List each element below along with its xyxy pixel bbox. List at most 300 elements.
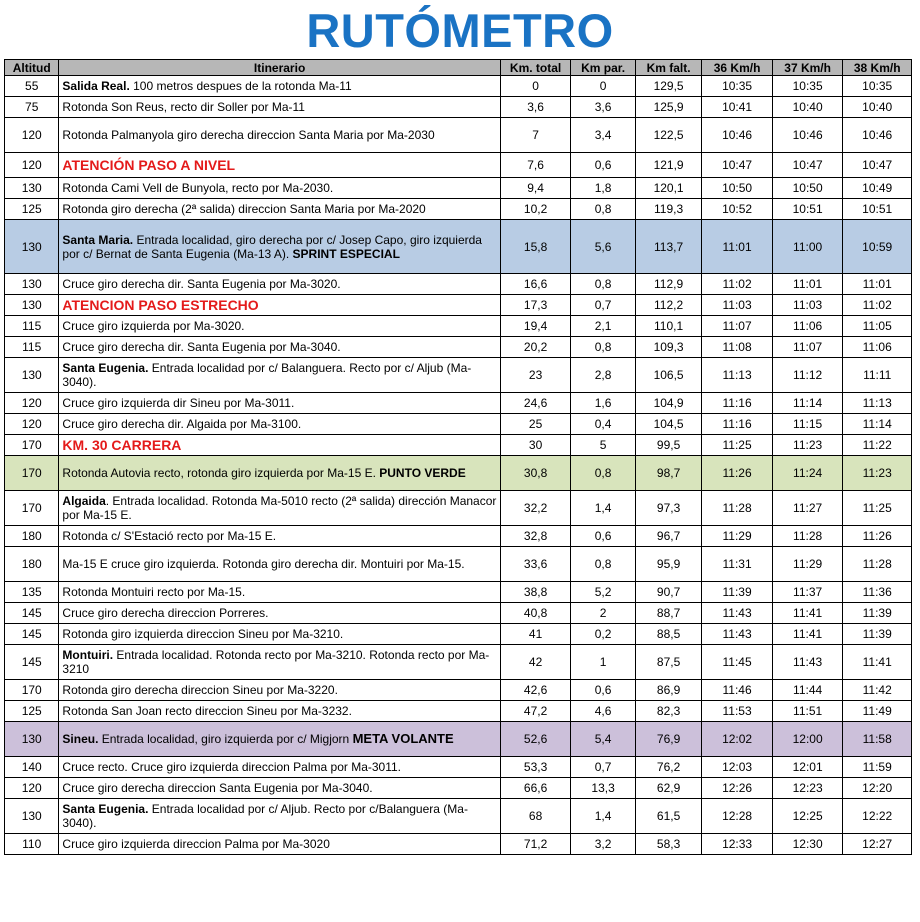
cell-km-total: 30,8	[500, 456, 571, 491]
cell-time-36: 11:26	[702, 456, 773, 491]
cell-km-falt: 82,3	[635, 701, 702, 722]
cell-km-par: 0,8	[571, 547, 635, 582]
cell-km-par: 2,1	[571, 316, 635, 337]
cell-time-38: 10:46	[843, 118, 912, 153]
cell-km-total: 41	[500, 624, 571, 645]
cell-km-par: 0,6	[571, 153, 635, 178]
cell-time-36: 12:33	[702, 834, 773, 855]
cell-time-36: 10:46	[702, 118, 773, 153]
cell-km-par: 0,8	[571, 199, 635, 220]
cell-km-falt: 104,9	[635, 393, 702, 414]
cell-time-36: 11:03	[702, 295, 773, 316]
cell-altitud: 145	[5, 624, 59, 645]
itinerario-text: Entrada localidad, giro derecha por c/ Josep Capo, giro izquierda por c/ Bernat de Santa Eugenia (Ma-13 A).	[62, 232, 482, 261]
table-row	[5, 118, 912, 153]
table-row	[5, 680, 912, 701]
cell-km-total: 42	[500, 645, 571, 680]
itinerario-text: Cruce giro derecha dir. Santa Eugenia por Ma-3020.	[62, 277, 341, 291]
cell-altitud: 180	[5, 547, 59, 582]
itinerario-text: Cruce giro derecha direccion Santa Eugenia por Ma-3040.	[62, 781, 373, 795]
cell-time-37: 11:00	[772, 220, 843, 274]
cell-time-38: 11:05	[843, 316, 912, 337]
cell-time-36: 11:02	[702, 274, 773, 295]
cell-itinerario	[59, 491, 500, 526]
cell-time-38: 11:42	[843, 680, 912, 701]
cell-time-37: 11:06	[772, 316, 843, 337]
cell-time-36: 10:50	[702, 178, 773, 199]
cell-km-falt: 88,7	[635, 603, 702, 624]
cell-itinerario	[59, 456, 500, 491]
cell-time-36: 11:39	[702, 582, 773, 603]
itinerario-text: Rotonda Autovia recto, rotonda giro izquierda por Ma-15 E.	[62, 466, 380, 480]
cell-km-par: 5,6	[571, 220, 635, 274]
cell-itinerario	[59, 526, 500, 547]
itinerario-highlight: META VOLANTE	[352, 731, 454, 746]
col-header-km-falt: Km falt.	[635, 60, 702, 76]
table-row	[5, 220, 912, 274]
cell-km-total: 53,3	[500, 757, 571, 778]
itinerario-text: Cruce giro derecha dir. Algaida por Ma-3100.	[62, 417, 302, 431]
cell-time-37: 10:40	[772, 97, 843, 118]
cell-itinerario	[59, 547, 500, 582]
rutometro-table	[4, 59, 912, 855]
cell-time-37: 12:23	[772, 778, 843, 799]
cell-altitud: 120	[5, 118, 59, 153]
cell-time-36: 11:16	[702, 393, 773, 414]
cell-itinerario	[59, 414, 500, 435]
table-row	[5, 491, 912, 526]
cell-altitud: 130	[5, 358, 59, 393]
cell-time-37: 11:41	[772, 624, 843, 645]
cell-km-par: 3,6	[571, 97, 635, 118]
itinerario-text: Cruce giro izquierda dir Sineu por Ma-3011.	[62, 396, 295, 410]
cell-altitud: 145	[5, 603, 59, 624]
col-header-itinerario: Itinerario	[59, 60, 500, 76]
cell-altitud: 180	[5, 526, 59, 547]
cell-time-38: 11:36	[843, 582, 912, 603]
itinerario-text: Rotonda Son Reus, recto dir Soller por Ma-11	[62, 100, 305, 114]
cell-itinerario	[59, 118, 500, 153]
cell-time-38: 12:20	[843, 778, 912, 799]
cell-km-falt: 62,9	[635, 778, 702, 799]
cell-itinerario	[59, 153, 500, 178]
cell-time-37: 10:50	[772, 178, 843, 199]
cell-time-38: 11:41	[843, 645, 912, 680]
cell-km-total: 30	[500, 435, 571, 456]
cell-time-37: 11:12	[772, 358, 843, 393]
cell-km-falt: 122,5	[635, 118, 702, 153]
itinerario-warning: ATENCION PASO ESTRECHO	[62, 296, 259, 313]
cell-km-falt: 97,3	[635, 491, 702, 526]
cell-altitud: 110	[5, 834, 59, 855]
cell-time-37: 12:25	[772, 799, 843, 834]
cell-altitud: 55	[5, 76, 59, 97]
table-row	[5, 76, 912, 97]
cell-itinerario	[59, 337, 500, 358]
itinerario-text: . Entrada localidad. Rotonda Ma-5010 recto (2ª salida) dirección Manacor por Ma-15 E.	[62, 494, 497, 522]
cell-time-37: 11:15	[772, 414, 843, 435]
itinerario-text: Rotonda San Joan recto direccion Sineu por Ma-3232.	[62, 704, 352, 718]
cell-time-36: 11:29	[702, 526, 773, 547]
cell-altitud: 135	[5, 582, 59, 603]
cell-km-falt: 109,3	[635, 337, 702, 358]
cell-time-37: 11:27	[772, 491, 843, 526]
cell-time-38: 11:02	[843, 295, 912, 316]
cell-time-36: 10:35	[702, 76, 773, 97]
col-header-36kmh: 36 Km/h	[702, 60, 773, 76]
itinerario-place: Santa Eugenia.	[62, 802, 149, 816]
cell-time-38: 11:01	[843, 274, 912, 295]
cell-km-total: 10,2	[500, 199, 571, 220]
itinerario-text: Entrada localidad. Rotonda recto por Ma-3210. Rotonda recto por Ma-3210	[62, 648, 490, 676]
table-row	[5, 799, 912, 834]
cell-time-38: 11:11	[843, 358, 912, 393]
cell-km-par: 0,8	[571, 456, 635, 491]
cell-time-36: 11:53	[702, 701, 773, 722]
cell-time-37: 11:43	[772, 645, 843, 680]
cell-time-37: 11:28	[772, 526, 843, 547]
cell-km-total: 15,8	[500, 220, 571, 274]
col-header-37kmh: 37 Km/h	[772, 60, 843, 76]
cell-km-par: 1,4	[571, 799, 635, 834]
cell-itinerario	[59, 316, 500, 337]
cell-time-38: 11:28	[843, 547, 912, 582]
cell-time-38: 10:59	[843, 220, 912, 274]
cell-time-37: 11:41	[772, 603, 843, 624]
cell-km-falt: 58,3	[635, 834, 702, 855]
cell-time-38: 10:49	[843, 178, 912, 199]
cell-km-par: 0,8	[571, 274, 635, 295]
cell-km-par: 3,4	[571, 118, 635, 153]
cell-itinerario	[59, 97, 500, 118]
cell-km-falt: 112,9	[635, 274, 702, 295]
cell-time-36: 10:52	[702, 199, 773, 220]
cell-time-37: 11:44	[772, 680, 843, 701]
cell-itinerario	[59, 435, 500, 456]
cell-time-37: 11:29	[772, 547, 843, 582]
cell-itinerario	[59, 393, 500, 414]
itinerario-text: Rotonda giro derecha direccion Sineu por Ma-3220.	[62, 683, 338, 697]
itinerario-text: Cruce giro izquierda por Ma-3020.	[62, 319, 245, 333]
cell-altitud: 170	[5, 680, 59, 701]
cell-itinerario	[59, 799, 500, 834]
cell-time-36: 11:43	[702, 603, 773, 624]
cell-km-falt: 96,7	[635, 526, 702, 547]
cell-time-36: 11:07	[702, 316, 773, 337]
table-row	[5, 316, 912, 337]
table-row	[5, 645, 912, 680]
cell-time-36: 10:41	[702, 97, 773, 118]
cell-km-falt: 90,7	[635, 582, 702, 603]
itinerario-highlight: SPRINT ESPECIAL	[292, 246, 400, 261]
cell-km-falt: 95,9	[635, 547, 702, 582]
cell-time-38: 11:39	[843, 624, 912, 645]
itinerario-text: Rotonda giro derecha (2ª salida) direccion Santa Maria por Ma-2020	[62, 202, 426, 216]
cell-time-38: 11:13	[843, 393, 912, 414]
cell-km-par: 0	[571, 76, 635, 97]
table-row	[5, 153, 912, 178]
cell-itinerario	[59, 295, 500, 316]
cell-km-par: 0,2	[571, 624, 635, 645]
cell-itinerario	[59, 76, 500, 97]
cell-km-par: 0,7	[571, 757, 635, 778]
itinerario-text: Rotonda Montuiri recto por Ma-15.	[62, 585, 246, 599]
table-row	[5, 393, 912, 414]
cell-km-total: 68	[500, 799, 571, 834]
col-header-km-total: Km. total	[500, 60, 571, 76]
cell-km-falt: 86,9	[635, 680, 702, 701]
col-header-km-par: Km par.	[571, 60, 635, 76]
table-row	[5, 178, 912, 199]
cell-itinerario	[59, 358, 500, 393]
table-row	[5, 722, 912, 757]
cell-km-falt: 112,2	[635, 295, 702, 316]
itinerario-text: Rotonda Cami Vell de Bunyola, recto por Ma-2030.	[62, 181, 334, 195]
header-row	[5, 60, 912, 76]
cell-km-falt: 113,7	[635, 220, 702, 274]
itinerario-warning: KM. 30 CARRERA	[62, 436, 182, 453]
cell-itinerario	[59, 274, 500, 295]
cell-altitud: 120	[5, 393, 59, 414]
cell-altitud: 140	[5, 757, 59, 778]
cell-itinerario	[59, 624, 500, 645]
cell-time-36: 11:45	[702, 645, 773, 680]
itinerario-text: Entrada localidad por c/ Balanguera. Recto por c/ Aljub (Ma-3040).	[62, 361, 472, 389]
itinerario-text: Entrada localidad, giro izquierda por c/ Migjorn	[98, 732, 353, 746]
cell-time-37: 12:01	[772, 757, 843, 778]
cell-time-37: 10:51	[772, 199, 843, 220]
cell-altitud: 120	[5, 414, 59, 435]
table-row	[5, 526, 912, 547]
cell-time-36: 12:03	[702, 757, 773, 778]
cell-time-37: 11:51	[772, 701, 843, 722]
cell-altitud: 120	[5, 153, 59, 178]
cell-km-total: 66,6	[500, 778, 571, 799]
cell-time-38: 11:59	[843, 757, 912, 778]
table-row	[5, 295, 912, 316]
cell-km-total: 47,2	[500, 701, 571, 722]
cell-km-total: 33,6	[500, 547, 571, 582]
table-row	[5, 337, 912, 358]
cell-km-falt: 106,5	[635, 358, 702, 393]
cell-time-38: 10:35	[843, 76, 912, 97]
table-row	[5, 199, 912, 220]
cell-time-36: 10:47	[702, 153, 773, 178]
itinerario-place: Salida Real.	[62, 79, 130, 93]
cell-km-total: 7,6	[500, 153, 571, 178]
cell-km-falt: 120,1	[635, 178, 702, 199]
cell-time-37: 10:46	[772, 118, 843, 153]
cell-km-falt: 61,5	[635, 799, 702, 834]
cell-time-36: 11:31	[702, 547, 773, 582]
cell-km-falt: 76,9	[635, 722, 702, 757]
cell-time-38: 12:22	[843, 799, 912, 834]
cell-altitud: 75	[5, 97, 59, 118]
cell-time-37: 11:01	[772, 274, 843, 295]
cell-time-37: 12:00	[772, 722, 843, 757]
cell-km-falt: 88,5	[635, 624, 702, 645]
table-row	[5, 603, 912, 624]
cell-time-36: 11:16	[702, 414, 773, 435]
cell-km-total: 32,2	[500, 491, 571, 526]
table-row	[5, 582, 912, 603]
cell-itinerario	[59, 680, 500, 701]
cell-itinerario	[59, 757, 500, 778]
cell-km-par: 3,2	[571, 834, 635, 855]
cell-km-falt: 125,9	[635, 97, 702, 118]
cell-time-38: 11:23	[843, 456, 912, 491]
cell-time-37: 11:23	[772, 435, 843, 456]
cell-time-36: 11:25	[702, 435, 773, 456]
cell-time-36: 11:46	[702, 680, 773, 701]
cell-time-37: 11:24	[772, 456, 843, 491]
itinerario-warning: ATENCIÓN PASO A NIVEL	[62, 156, 236, 173]
table-row	[5, 97, 912, 118]
cell-km-par: 1	[571, 645, 635, 680]
cell-km-total: 24,6	[500, 393, 571, 414]
table-row	[5, 778, 912, 799]
cell-itinerario	[59, 722, 500, 757]
itinerario-place: Santa Eugenia.	[62, 361, 149, 375]
cell-km-total: 52,6	[500, 722, 571, 757]
cell-km-par: 4,6	[571, 701, 635, 722]
cell-altitud: 125	[5, 701, 59, 722]
cell-km-par: 0,6	[571, 526, 635, 547]
cell-itinerario	[59, 645, 500, 680]
cell-km-falt: 119,3	[635, 199, 702, 220]
cell-altitud: 130	[5, 799, 59, 834]
cell-time-36: 11:28	[702, 491, 773, 526]
table-row	[5, 358, 912, 393]
cell-time-38: 10:51	[843, 199, 912, 220]
cell-altitud: 170	[5, 491, 59, 526]
cell-time-38: 11:14	[843, 414, 912, 435]
cell-km-par: 2	[571, 603, 635, 624]
cell-time-38: 11:22	[843, 435, 912, 456]
cell-altitud: 130	[5, 178, 59, 199]
cell-km-falt: 104,5	[635, 414, 702, 435]
cell-km-total: 19,4	[500, 316, 571, 337]
cell-km-total: 0	[500, 76, 571, 97]
cell-km-total: 16,6	[500, 274, 571, 295]
cell-time-36: 12:28	[702, 799, 773, 834]
itinerario-text: Entrada localidad por c/ Aljub. Recto por c/Balanguera (Ma-3040).	[62, 802, 468, 830]
cell-km-par: 1,4	[571, 491, 635, 526]
cell-itinerario	[59, 778, 500, 799]
itinerario-text: Ma-15 E cruce giro izquierda. Rotonda giro derecha dir. Montuiri por Ma-15.	[62, 557, 465, 571]
cell-itinerario	[59, 701, 500, 722]
cell-altitud: 170	[5, 435, 59, 456]
cell-time-36: 12:02	[702, 722, 773, 757]
cell-altitud: 130	[5, 722, 59, 757]
itinerario-place: Algaida	[62, 494, 106, 508]
table-row	[5, 456, 912, 491]
cell-km-total: 23	[500, 358, 571, 393]
cell-km-par: 1,6	[571, 393, 635, 414]
col-header-altitud: Altitud	[5, 60, 59, 76]
cell-time-37: 11:03	[772, 295, 843, 316]
itinerario-text: Rotonda Palmanyola giro derecha direccion Santa Maria por Ma-2030	[62, 128, 435, 142]
cell-km-par: 0,7	[571, 295, 635, 316]
cell-km-falt: 99,5	[635, 435, 702, 456]
cell-km-par: 13,3	[571, 778, 635, 799]
cell-time-38: 10:40	[843, 97, 912, 118]
cell-time-38: 11:06	[843, 337, 912, 358]
itinerario-place: Santa Maria.	[62, 232, 134, 247]
cell-time-38: 10:47	[843, 153, 912, 178]
cell-km-falt: 98,7	[635, 456, 702, 491]
cell-km-par: 2,8	[571, 358, 635, 393]
cell-altitud: 170	[5, 456, 59, 491]
cell-time-36: 11:08	[702, 337, 773, 358]
itinerario-text: Rotonda giro izquierda direccion Sineu por Ma-3210.	[62, 627, 344, 641]
cell-time-38: 11:58	[843, 722, 912, 757]
cell-time-37: 11:07	[772, 337, 843, 358]
cell-time-36: 12:26	[702, 778, 773, 799]
cell-km-total: 20,2	[500, 337, 571, 358]
itinerario-text: Rotonda c/ S'Estació recto por Ma-15 E.	[62, 529, 277, 543]
cell-time-36: 11:13	[702, 358, 773, 393]
table-row	[5, 274, 912, 295]
cell-time-38: 11:49	[843, 701, 912, 722]
cell-altitud: 115	[5, 337, 59, 358]
cell-km-falt: 129,5	[635, 76, 702, 97]
page-title: RUTÓMETRO	[306, 4, 614, 57]
cell-km-falt: 121,9	[635, 153, 702, 178]
cell-km-par: 5,4	[571, 722, 635, 757]
cell-km-total: 7	[500, 118, 571, 153]
cell-itinerario	[59, 199, 500, 220]
itinerario-text: Cruce giro derecha direccion Porreres.	[62, 606, 269, 620]
table-row	[5, 435, 912, 456]
cell-km-par: 5,2	[571, 582, 635, 603]
cell-time-36: 11:43	[702, 624, 773, 645]
cell-km-par: 1,8	[571, 178, 635, 199]
table-row	[5, 834, 912, 855]
cell-km-par: 0,4	[571, 414, 635, 435]
cell-altitud: 145	[5, 645, 59, 680]
cell-km-falt: 87,5	[635, 645, 702, 680]
cell-km-total: 38,8	[500, 582, 571, 603]
cell-altitud: 130	[5, 220, 59, 274]
cell-km-total: 9,4	[500, 178, 571, 199]
cell-km-total: 40,8	[500, 603, 571, 624]
cell-time-37: 11:14	[772, 393, 843, 414]
table-row	[5, 624, 912, 645]
cell-itinerario	[59, 582, 500, 603]
cell-itinerario	[59, 178, 500, 199]
itinerario-text: Cruce recto. Cruce giro izquierda direccion Palma por Ma-3011.	[62, 760, 402, 774]
cell-time-36: 11:01	[702, 220, 773, 274]
cell-itinerario	[59, 834, 500, 855]
cell-altitud: 125	[5, 199, 59, 220]
cell-itinerario	[59, 603, 500, 624]
table-row	[5, 701, 912, 722]
cell-itinerario	[59, 220, 500, 274]
cell-altitud: 115	[5, 316, 59, 337]
cell-km-par: 0,6	[571, 680, 635, 701]
itinerario-text: 100 metros despues de la rotonda Ma-11	[129, 79, 352, 93]
cell-km-total: 3,6	[500, 97, 571, 118]
col-header-38kmh: 38 Km/h	[843, 60, 912, 76]
cell-km-total: 71,2	[500, 834, 571, 855]
cell-km-falt: 110,1	[635, 316, 702, 337]
cell-altitud: 130	[5, 274, 59, 295]
cell-km-total: 17,3	[500, 295, 571, 316]
cell-time-38: 11:39	[843, 603, 912, 624]
cell-time-37: 12:30	[772, 834, 843, 855]
cell-time-37: 10:35	[772, 76, 843, 97]
